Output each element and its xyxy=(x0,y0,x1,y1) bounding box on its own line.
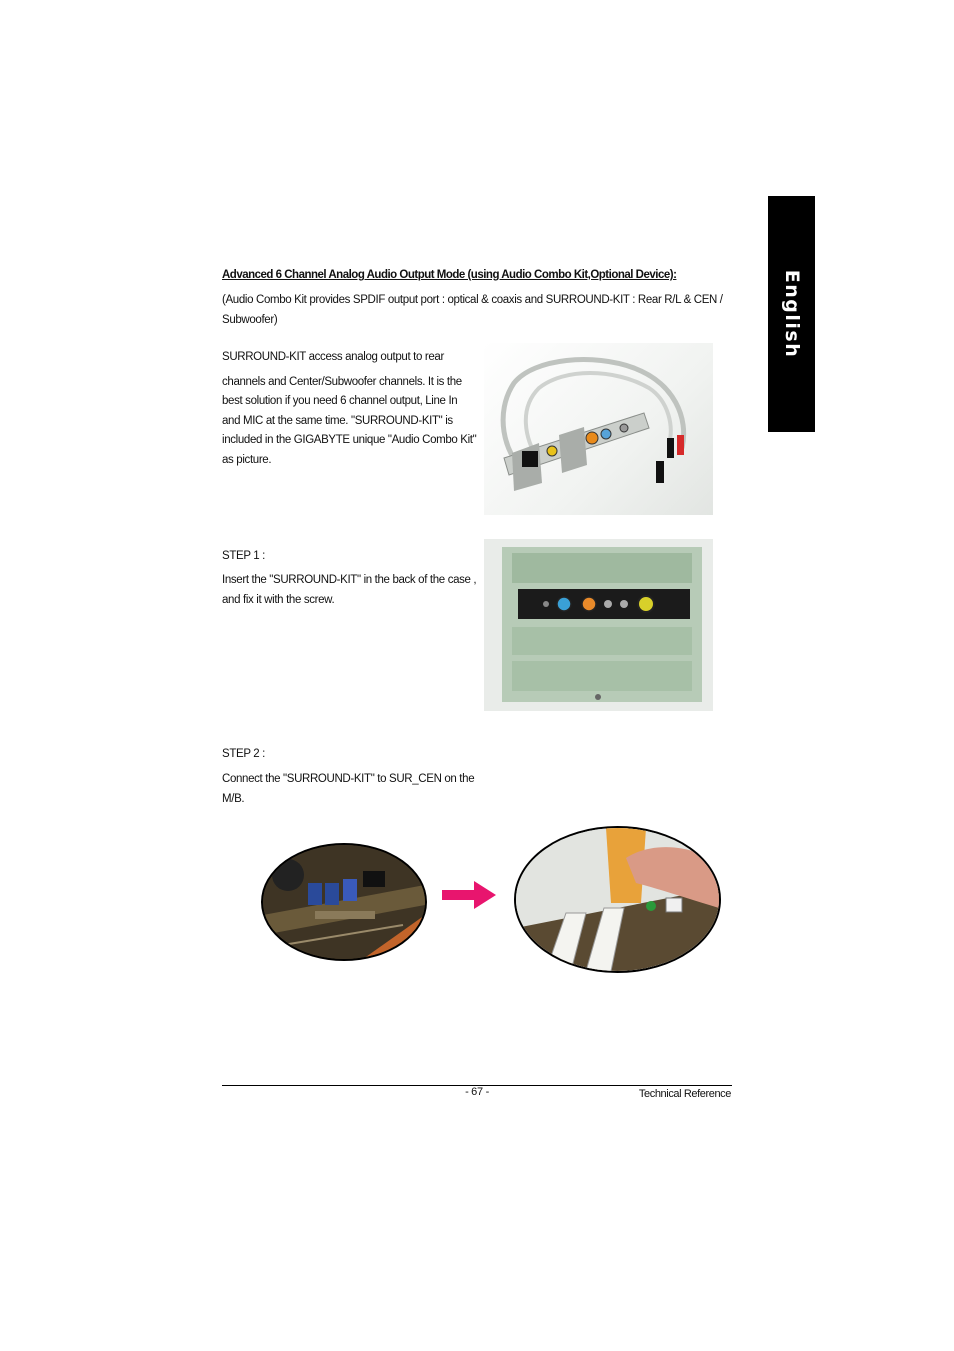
page-number: - 67 - xyxy=(465,1086,489,1098)
language-tab xyxy=(768,196,815,432)
step1-text: Insert the "SURROUND-KIT" in the back of the case , and fix it with the screw. xyxy=(222,574,477,606)
case-slot-photo xyxy=(484,539,713,711)
footer-section-name: Technical Reference xyxy=(638,1088,731,1100)
surround-kit-description xyxy=(222,348,478,470)
step2-text: Connect the "SURROUND-KIT" to SUR_CEN on the M/B. xyxy=(222,773,475,805)
section-intro: (Audio Combo Kit provides SPDIF output port : optical & coaxis and SURROUND-KIT : Rear R/L & CEN / Subwoofer) xyxy=(222,294,723,326)
surround-kit-line1: SURROUND-KIT access analog output to rear xyxy=(222,351,444,363)
surround-kit-text: channels and Center/Subwoofer channels. It is the best solution if you need 6 channel output, Line In and MIC at the same time. "SURROUND-KIT" is included in the GIGABYTE unique "Audio Combo Kit" as picture. xyxy=(222,375,477,466)
right-arrow-icon xyxy=(442,881,496,909)
motherboard-header-photo xyxy=(261,843,427,961)
section-heading: Advanced 6 Channel Analog Audio Output Mode (using Audio Combo Kit,Optional Device): xyxy=(222,269,677,281)
connector-photo xyxy=(514,826,721,973)
step1-label: STEP 1 : xyxy=(222,550,266,562)
language-tab-label: English xyxy=(780,269,803,359)
surround-kit-photo xyxy=(484,343,713,515)
step2-label: STEP 2 : xyxy=(222,748,266,760)
